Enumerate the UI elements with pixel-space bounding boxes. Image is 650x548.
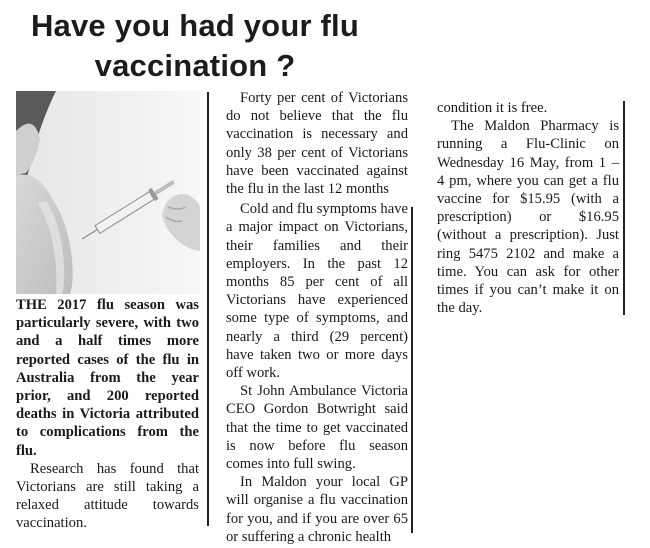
paragraph: Forty per cent of Victorians do not believe that the flu vaccination is necessary and only 38 per cent of Victorians have been vaccinated against the flu in the last 12 months xyxy=(226,90,408,198)
paragraph: Research has found that Victorians are still taking a relaxed attitude towards vaccination. xyxy=(16,460,199,532)
paragraph: Cold and flu symptoms have a major impact on Victorians, their families and their employers. In the past 12 months 85 per cent of all Victorians have experienced some type of symptoms, and nearly a third (29 percent) have taken two or more days off work. xyxy=(226,201,408,382)
paragraph: condition it is free. xyxy=(437,100,548,116)
article-column-2 xyxy=(226,89,408,546)
article-column-1 xyxy=(16,296,199,533)
headline-line-1: Have you had your flu xyxy=(30,8,360,43)
headline xyxy=(0,6,390,86)
column-divider-1 xyxy=(207,92,209,526)
column-divider-2 xyxy=(411,207,413,533)
column-divider-3 xyxy=(623,101,625,315)
paragraph: The Maldon Pharmacy is running a Flu-Clinic on Wednesday 16 May, from 1 – 4 pm, where you can get a flu vaccine for $15.95 (with a prescription) or $16.95 (without a prescription). Just ring 5475 2102 and make a time. You can ask for other times if you can’t make it on the day. xyxy=(437,118,619,317)
article-column-3 xyxy=(437,99,619,317)
vaccination-illustration xyxy=(16,91,200,294)
headline-line-2: vaccination ? xyxy=(94,48,296,83)
flu-vaccination-photo xyxy=(16,91,200,294)
paragraph: In Maldon your local GP will organise a flu vaccination for you, and if you are over 65 or suffering a chronic health xyxy=(226,474,408,545)
paragraph: St John Ambulance Victoria CEO Gordon Botwright said that the time to get vaccinated is now before flu season comes into full swing. xyxy=(226,383,408,473)
lead-paragraph: THE 2017 flu season was particularly severe, with two and a half times more reported cases of the flu in Australia from the year prior, and 200 reported deaths in Victoria attributed to complications from the flu. xyxy=(16,297,199,459)
